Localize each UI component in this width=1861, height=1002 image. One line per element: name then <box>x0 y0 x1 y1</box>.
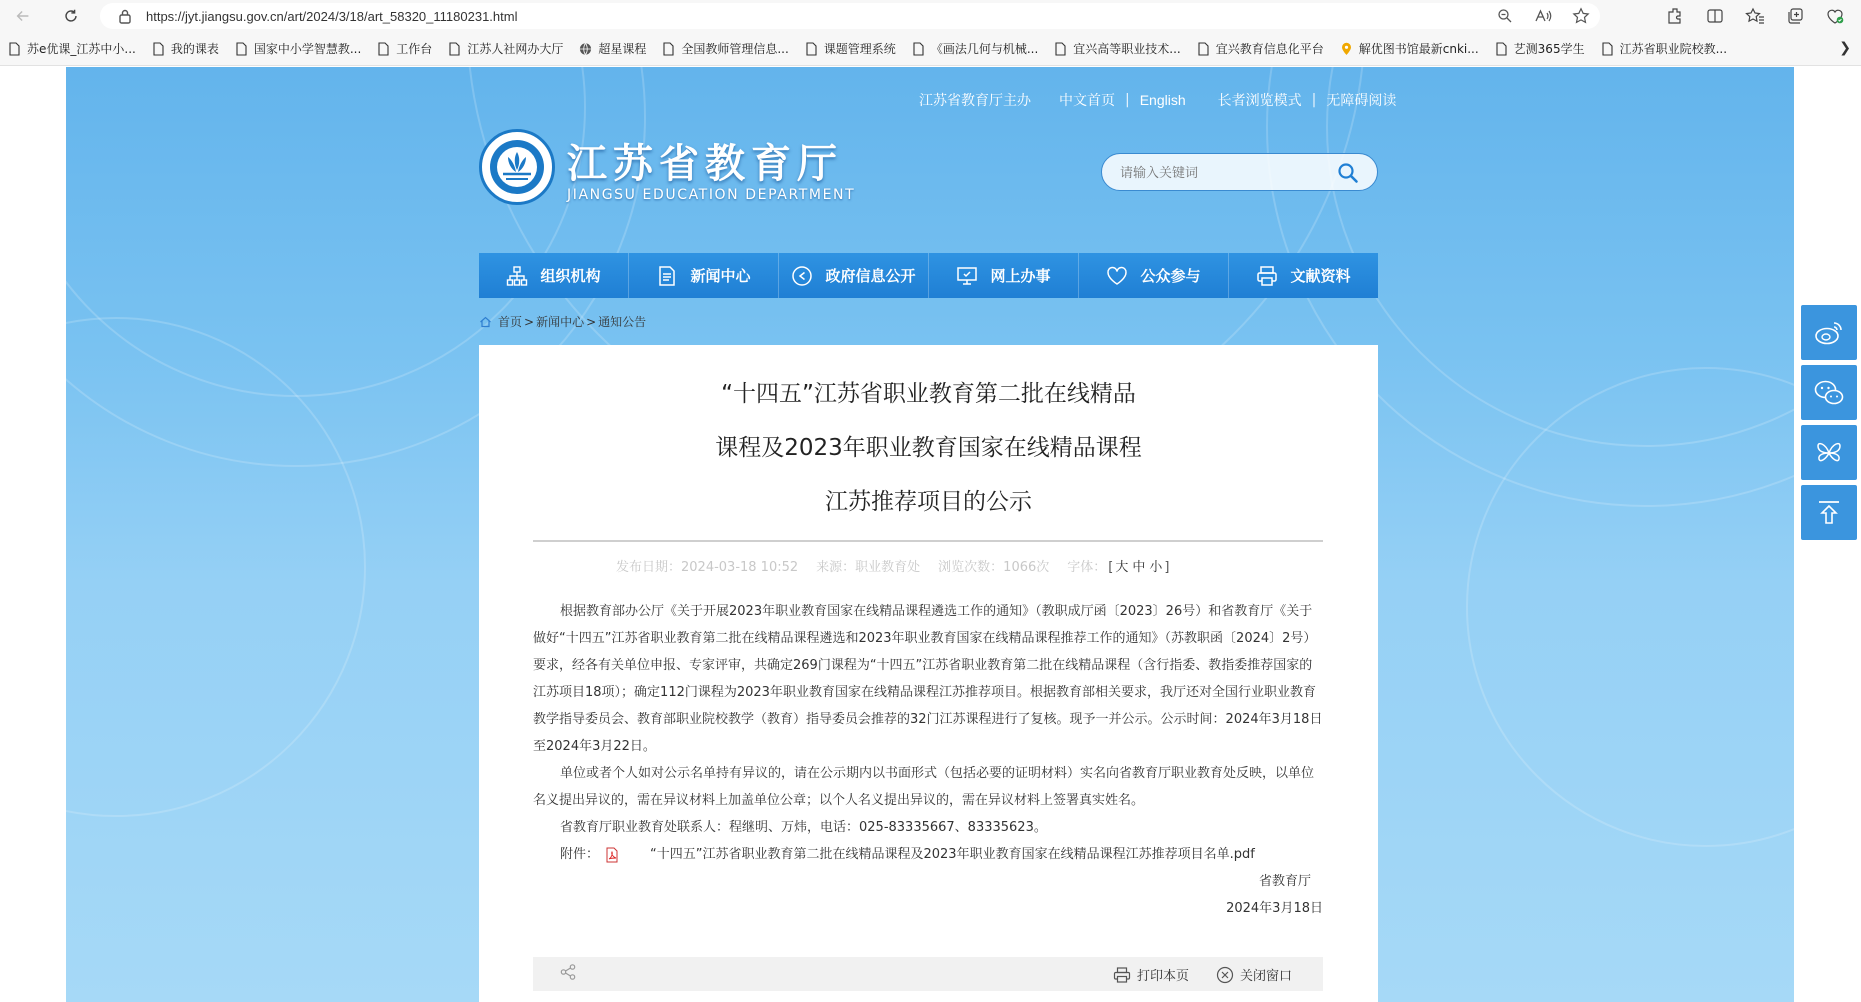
search-icon[interactable] <box>1337 162 1359 188</box>
bookmark-item[interactable] <box>579 40 646 57</box>
wechat-button[interactable] <box>1801 365 1857 420</box>
breadcrumb-home[interactable]: 首页 <box>498 315 523 329</box>
page-icon <box>805 42 818 56</box>
back-to-top-button[interactable] <box>1801 485 1857 540</box>
butterfly-button[interactable] <box>1801 425 1857 480</box>
breadcrumb-news[interactable]: 新闻中心 <box>536 315 585 329</box>
search-input[interactable] <box>1120 165 1320 180</box>
page-icon <box>1601 42 1614 56</box>
title-line: “十四五”江苏省职业教育第二批在线精品 <box>721 381 1136 407</box>
bookmark-item[interactable] <box>1495 40 1585 57</box>
font-size-switcher: [ 大 中 小 ] <box>1108 560 1170 575</box>
printer-icon <box>1113 966 1131 984</box>
breadcrumb <box>479 313 646 330</box>
print-button[interactable] <box>1113 965 1189 984</box>
bookmark-label: 课题管理系统 <box>823 42 896 56</box>
bookmark-label: 宜兴高等职业技术... <box>1073 42 1181 56</box>
close-window-button[interactable] <box>1216 965 1292 984</box>
bookmark-label: 全国教师管理信息... <box>681 42 789 56</box>
pdf-icon <box>605 847 619 863</box>
bookmark-item[interactable] <box>1601 40 1727 57</box>
font-size-large[interactable]: 大 <box>1115 560 1129 575</box>
chevron-right-icon[interactable]: ❯ <box>1839 40 1851 56</box>
accessible-reading-link[interactable]: 无障碍阅读 <box>1326 93 1397 109</box>
back-to-top-icon <box>1813 497 1845 529</box>
page-icon <box>152 42 165 56</box>
back-button[interactable] <box>6 0 40 32</box>
document-icon <box>656 265 678 287</box>
source: 来源：职业教育处 <box>816 560 921 575</box>
article-card <box>479 345 1378 1002</box>
print-label: 打印本页 <box>1137 969 1190 984</box>
emblem-icon <box>479 129 555 205</box>
arrow-left-icon <box>14 7 32 25</box>
lock-icon <box>112 8 138 24</box>
english-link[interactable]: English <box>1139 92 1186 108</box>
logo-subtitle: JIANGSU EDUCATION DEPARTMENT <box>567 186 856 203</box>
nav-documents[interactable] <box>1229 253 1378 298</box>
article-title <box>479 367 1378 529</box>
search-box <box>1101 153 1378 191</box>
close-label: 关闭窗口 <box>1240 969 1293 984</box>
page-margin-left <box>0 67 66 1002</box>
bookmark-label: 艺测365学生 <box>1513 42 1585 56</box>
bookmark-label: 我的课表 <box>170 42 219 56</box>
nav-label: 新闻中心 <box>690 267 751 285</box>
bookmark-label: 解优图书馆最新cnki... <box>1358 42 1479 56</box>
nav-label: 组织机构 <box>540 267 601 285</box>
bookmark-item[interactable] <box>805 40 896 57</box>
breadcrumb-separator: > <box>524 314 535 329</box>
bookmark-item[interactable] <box>448 40 563 57</box>
bookmark-item[interactable] <box>235 40 361 57</box>
article-body <box>533 598 1323 922</box>
title-divider <box>533 540 1323 542</box>
breadcrumb-notices[interactable]: 通知公告 <box>598 315 647 329</box>
paragraph: 单位或者个人如对公示名单持有异议的，请在公示期内以书面形式（包括必要的证明材料）实名向省教育厅职业教育处反映，以单位名义提出异议的，需在异议材料上加盖单位公章；以个人名义提出异议的，需在异议材料上签署真实姓名。 <box>533 766 1315 808</box>
read-aloud-icon[interactable] <box>1532 5 1554 27</box>
signature: 省教育厅 <box>1258 874 1311 889</box>
bookmark-label: 苏e优课_江苏中小... <box>27 42 136 56</box>
play-circle-icon <box>791 265 813 287</box>
home-icon <box>479 316 492 328</box>
top-links <box>919 90 1396 110</box>
page-icon <box>912 42 925 56</box>
nav-news-center[interactable] <box>629 253 779 298</box>
publish-date: 发布日期：2024-03-18 10:52 <box>616 560 799 575</box>
bookmark-label: 工作台 <box>396 42 433 56</box>
site-logo[interactable] <box>479 129 855 205</box>
bookmark-item[interactable] <box>1197 40 1324 57</box>
title-line: 江苏推荐项目的公示 <box>825 489 1032 515</box>
favorites-icon[interactable] <box>1743 4 1767 28</box>
page-icon <box>235 42 248 56</box>
separator: | <box>1311 92 1317 108</box>
attachment-link[interactable]: “十四五”江苏省职业教育第二批在线精品课程及2023年职业教育国家在线精品课程江苏推荐项目名单.pdf <box>650 847 1255 862</box>
bookmark-item[interactable] <box>662 40 788 57</box>
article-footer-bar <box>533 957 1323 991</box>
wechat-icon <box>1813 377 1845 409</box>
nav-label: 公众参与 <box>1140 267 1201 285</box>
page-icon <box>448 42 461 56</box>
title-line: 课程及2023年职业教育国家在线精品课程 <box>715 435 1142 461</box>
bookmark-item[interactable] <box>1054 40 1180 57</box>
attachment-row <box>533 841 1323 868</box>
page-icon <box>377 42 390 56</box>
split-screen-icon[interactable] <box>1703 4 1727 28</box>
article-meta <box>616 556 1187 575</box>
bookmark-label: 国家中小学智慧教... <box>253 42 362 56</box>
page-icon <box>1495 42 1508 56</box>
print-icon <box>1256 265 1278 287</box>
address-bar[interactable] <box>100 3 1600 29</box>
sponsor-text: 江苏省教育厅主办 <box>919 93 1031 109</box>
nav-label: 政府信息公开 <box>825 267 916 285</box>
page-icon <box>1197 42 1210 56</box>
reload-button[interactable] <box>54 0 88 32</box>
bookmark-label: 宜兴教育信息化平台 <box>1215 42 1324 56</box>
view-count: 浏览次数：1066次 <box>938 560 1050 575</box>
zoom-icon[interactable] <box>1494 5 1516 27</box>
bookmark-item[interactable] <box>377 40 432 57</box>
bookmark-item[interactable] <box>1340 40 1479 57</box>
separator: | <box>1125 92 1130 108</box>
bookmark-label: 超星课程 <box>598 42 647 56</box>
page-icon <box>8 42 21 56</box>
location-pin-icon <box>1340 42 1353 56</box>
page-icon <box>662 42 675 56</box>
nav-label: 文献资料 <box>1290 267 1351 285</box>
bookmark-label: 《画法几何与机械... <box>930 42 1039 56</box>
weibo-icon <box>1813 317 1845 349</box>
url-text[interactable]: https://jyt.jiangsu.gov.cn/art/2024/3/18/art_58320_11180231.html <box>146 8 518 24</box>
heart-icon <box>1106 265 1128 287</box>
paragraph: 省教育厅职业教育处联系人：程继明、万炜，电话：025-83335667、83335623。 <box>560 820 1047 835</box>
globe-icon <box>579 42 592 56</box>
main-nav <box>479 253 1378 298</box>
butterfly-icon <box>1813 437 1845 469</box>
browser-essentials-icon[interactable] <box>1823 4 1847 28</box>
favorite-star-icon[interactable] <box>1570 5 1592 27</box>
page-icon <box>1054 42 1067 56</box>
bookmark-item[interactable] <box>912 40 1038 57</box>
floating-side-tools <box>1801 305 1857 540</box>
site-background <box>66 67 1794 1002</box>
signature-date: 2024年3月18日 <box>1226 901 1323 916</box>
bookmark-item[interactable] <box>152 40 219 57</box>
breadcrumb-separator: > <box>586 314 597 329</box>
font-size-small[interactable]: 小 <box>1149 560 1163 575</box>
nav-label: 网上办事 <box>990 267 1051 285</box>
bookmarks-bar <box>0 32 1861 66</box>
bookmark-item[interactable] <box>8 40 136 57</box>
close-circle-icon <box>1216 966 1234 984</box>
attachment-label: 附件： <box>560 847 600 862</box>
weibo-button[interactable] <box>1801 305 1857 360</box>
bookmark-label: 江苏人社网办大厅 <box>467 42 564 56</box>
monitor-icon <box>956 265 978 287</box>
font-size-label: 字体： <box>1067 560 1107 575</box>
chinese-home-link[interactable]: 中文首页 <box>1059 93 1115 109</box>
nav-organization[interactable] <box>479 253 629 298</box>
paragraph: 根据教育部办公厅《关于开展2023年职业教育国家在线精品课程遴选工作的通知》（教职成厅函〔2023〕26号）和省教育厅《关于做好“十四五”江苏省职业教育第二批在线精品课程遴选和2023年职业教育国家在线精品课程推荐工作的通知》（苏教职函〔2024〕2号）要求，经各有关单位申报、专家评审，共确定269门课程为“十四五”江苏省职业教育第二批在线精品课程（含行指委、教指委推荐国家的江苏项目18项）；确定112门课程为2023年职业教育国家在线精品课程江苏推荐项目。根据教育部相关要求，我厅还对全国行业职业教育教学指导委员会、教育部职业院校教学（教育）指导委员会推荐的32门江苏课程进行了复核。现予一并公示。公示时间：2024年3月18日至2024年3月22日。 <box>533 604 1323 754</box>
logo-title: 江苏省教育厅 <box>567 139 843 187</box>
share-icon[interactable] <box>559 963 577 985</box>
browser-toolbar <box>0 0 1861 32</box>
org-chart-icon <box>506 265 528 287</box>
font-size-medium[interactable]: 中 <box>1132 560 1146 575</box>
nav-gov-info[interactable] <box>779 253 929 298</box>
nav-online-services[interactable] <box>929 253 1079 298</box>
collections-icon[interactable] <box>1783 4 1807 28</box>
extensions-icon[interactable] <box>1663 4 1687 28</box>
bookmark-label: 江苏省职业院校教... <box>1619 42 1728 56</box>
reload-icon <box>62 7 80 25</box>
page-viewport <box>0 67 1861 1002</box>
nav-public-participation[interactable] <box>1079 253 1229 298</box>
elder-mode-link[interactable]: 长者浏览模式 <box>1217 93 1302 109</box>
